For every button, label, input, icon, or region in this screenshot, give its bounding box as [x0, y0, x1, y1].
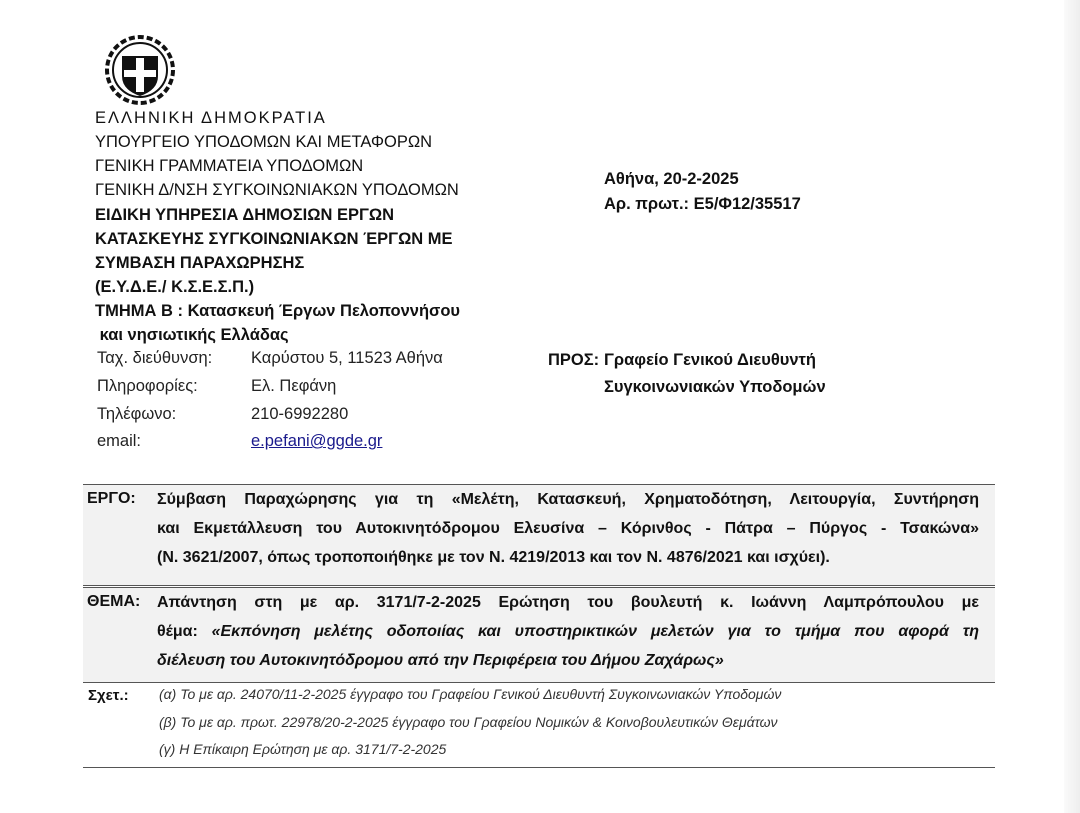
project-line-2: και Εκμετάλλευση του Αυτοκινητόδρομου Ελευσίνα – Κόρινθος - Πάτρα – Πύργος - Τσακώνα»: [157, 520, 979, 537]
contact-info-label: Πληροφορίες:: [97, 377, 198, 395]
document-date: Αθήνα, 20-2-2025: [604, 170, 739, 188]
subject-text: [157, 588, 979, 675]
contact-address-label: Ταχ. διεύθυνση:: [97, 349, 213, 367]
header-line-secretariat: ΓΕΝΙΚΗ ΓΡΑΜΜΑΤΕΙΑ ΥΠΟΔΟΜΩΝ: [95, 157, 364, 175]
divider: [83, 767, 995, 768]
service-line-2: ΚΑΤΑΣΚΕΥΗΣ ΣΥΓΚΟΙΝΩΝΙΑΚΩΝ ΈΡΓΩΝ ΜΕ: [95, 230, 453, 248]
recipient-label: ΠΡΟΣ:: [548, 351, 600, 369]
project-line-1: Σύμβαση Παραχώρησης για τη «Μελέτη, Κατασκευή, Χρηματοδότηση, Λειτουργία, Συντήρηση: [157, 491, 979, 508]
greek-emblem-icon: [104, 34, 176, 106]
subject-line-2: [157, 617, 979, 646]
service-line-3: ΣΥΜΒΑΣΗ ΠΑΡΑΧΩΡΗΣΗΣ: [95, 254, 305, 272]
header-line-republic: ΕΛΛΗΝΙΚΗ ΔΗΜΟΚΡΑΤΙΑ: [95, 109, 327, 127]
subject-box: [83, 587, 995, 683]
references-label: Σχετ.:: [88, 687, 129, 704]
contact-info-value: Ελ. Πεφάνη: [251, 377, 337, 395]
department-line-1: ΤΜΗΜΑ Β : Κατασκευή Έργων Πελοποννήσου: [95, 302, 461, 320]
subject-line-1: Απάντηση στη με αρ. 3171/7-2-2025 Ερώτηση του βουλευτή κ. Ιωάννη Λαμπρόπουλου με: [157, 594, 979, 611]
service-line-1: ΕΙΔΙΚΗ ΥΠΗΡΕΣΙΑ ΔΗΜΟΣΙΩΝ ΕΡΓΩΝ: [95, 206, 395, 224]
page-edge: [1064, 0, 1080, 813]
header-line-directorate: ΓΕΝΙΚΗ Δ/ΝΣΗ ΣΥΓΚΟΙΝΩΝΙΑΚΩΝ ΥΠΟΔΟΜΩΝ: [95, 181, 459, 199]
subject-title-part-2: διέλευση του Αυτοκινητόδρομου από την Περιφέρεια του Δήμου Ζαχάρως»: [157, 652, 724, 669]
contact-address-value: Καρύστου 5, 11523 Αθήνα: [251, 349, 443, 367]
service-abbreviation: (Ε.Υ.Δ.Ε./ Κ.Σ.Ε.Σ.Π.): [95, 278, 255, 296]
department-line-2: και νησιωτικής Ελλάδας: [95, 326, 289, 344]
contact-email-link[interactable]: e.pefani@ggde.gr: [251, 432, 383, 450]
recipient-line-1: Γραφείο Γενικού Διευθυντή: [604, 351, 816, 369]
project-line-3: (Ν. 3621/2007, όπως τροποποιήθηκε με τον Ν. 4219/2013 και τον Ν. 4876/2021 και ισχύει).: [157, 549, 830, 566]
contact-email-label: email:: [97, 432, 142, 450]
project-text: [157, 485, 979, 572]
project-box: [83, 484, 995, 586]
header-line-ministry: ΥΠΟΥΡΓΕΙΟ ΥΠΟΔΟΜΩΝ ΚΑΙ ΜΕΤΑΦΟΡΩΝ: [95, 133, 433, 151]
recipient-line-2: Συγκοινωνιακών Υποδομών: [604, 378, 826, 396]
reference-item-c: (γ) Η Επίκαιρη Ερώτηση με αρ. 3171/7-2-2025: [159, 741, 447, 757]
contact-phone-value: 210-6992280: [251, 405, 349, 423]
protocol-number: Αρ. πρωτ.: Ε5/Φ12/35517: [604, 195, 801, 213]
project-label: ΕΡΓΟ:: [87, 490, 136, 507]
subject-title-part-1: «Εκπόνηση μελέτης οδοποιίας και υποστηρικτικών μελετών για το τμήμα που αφορά τη: [211, 623, 980, 640]
contact-phone-label: Τηλέφωνο:: [97, 405, 177, 423]
subject-line-2-prefix: θέμα:: [157, 623, 212, 640]
reference-item-b: (β) Το με αρ. πρωτ. 22978/20-2-2025 έγγραφο του Γραφείου Νομικών & Κοινοβουλευτικών Θεμάτων: [159, 714, 778, 730]
reference-item-a: (α) Το με αρ. 24070/11-2-2025 έγγραφο του Γραφείου Γενικού Διευθυντή Συγκοινωνιακών Υποδομών: [159, 686, 782, 702]
subject-label: ΘΕΜΑ:: [87, 593, 141, 610]
